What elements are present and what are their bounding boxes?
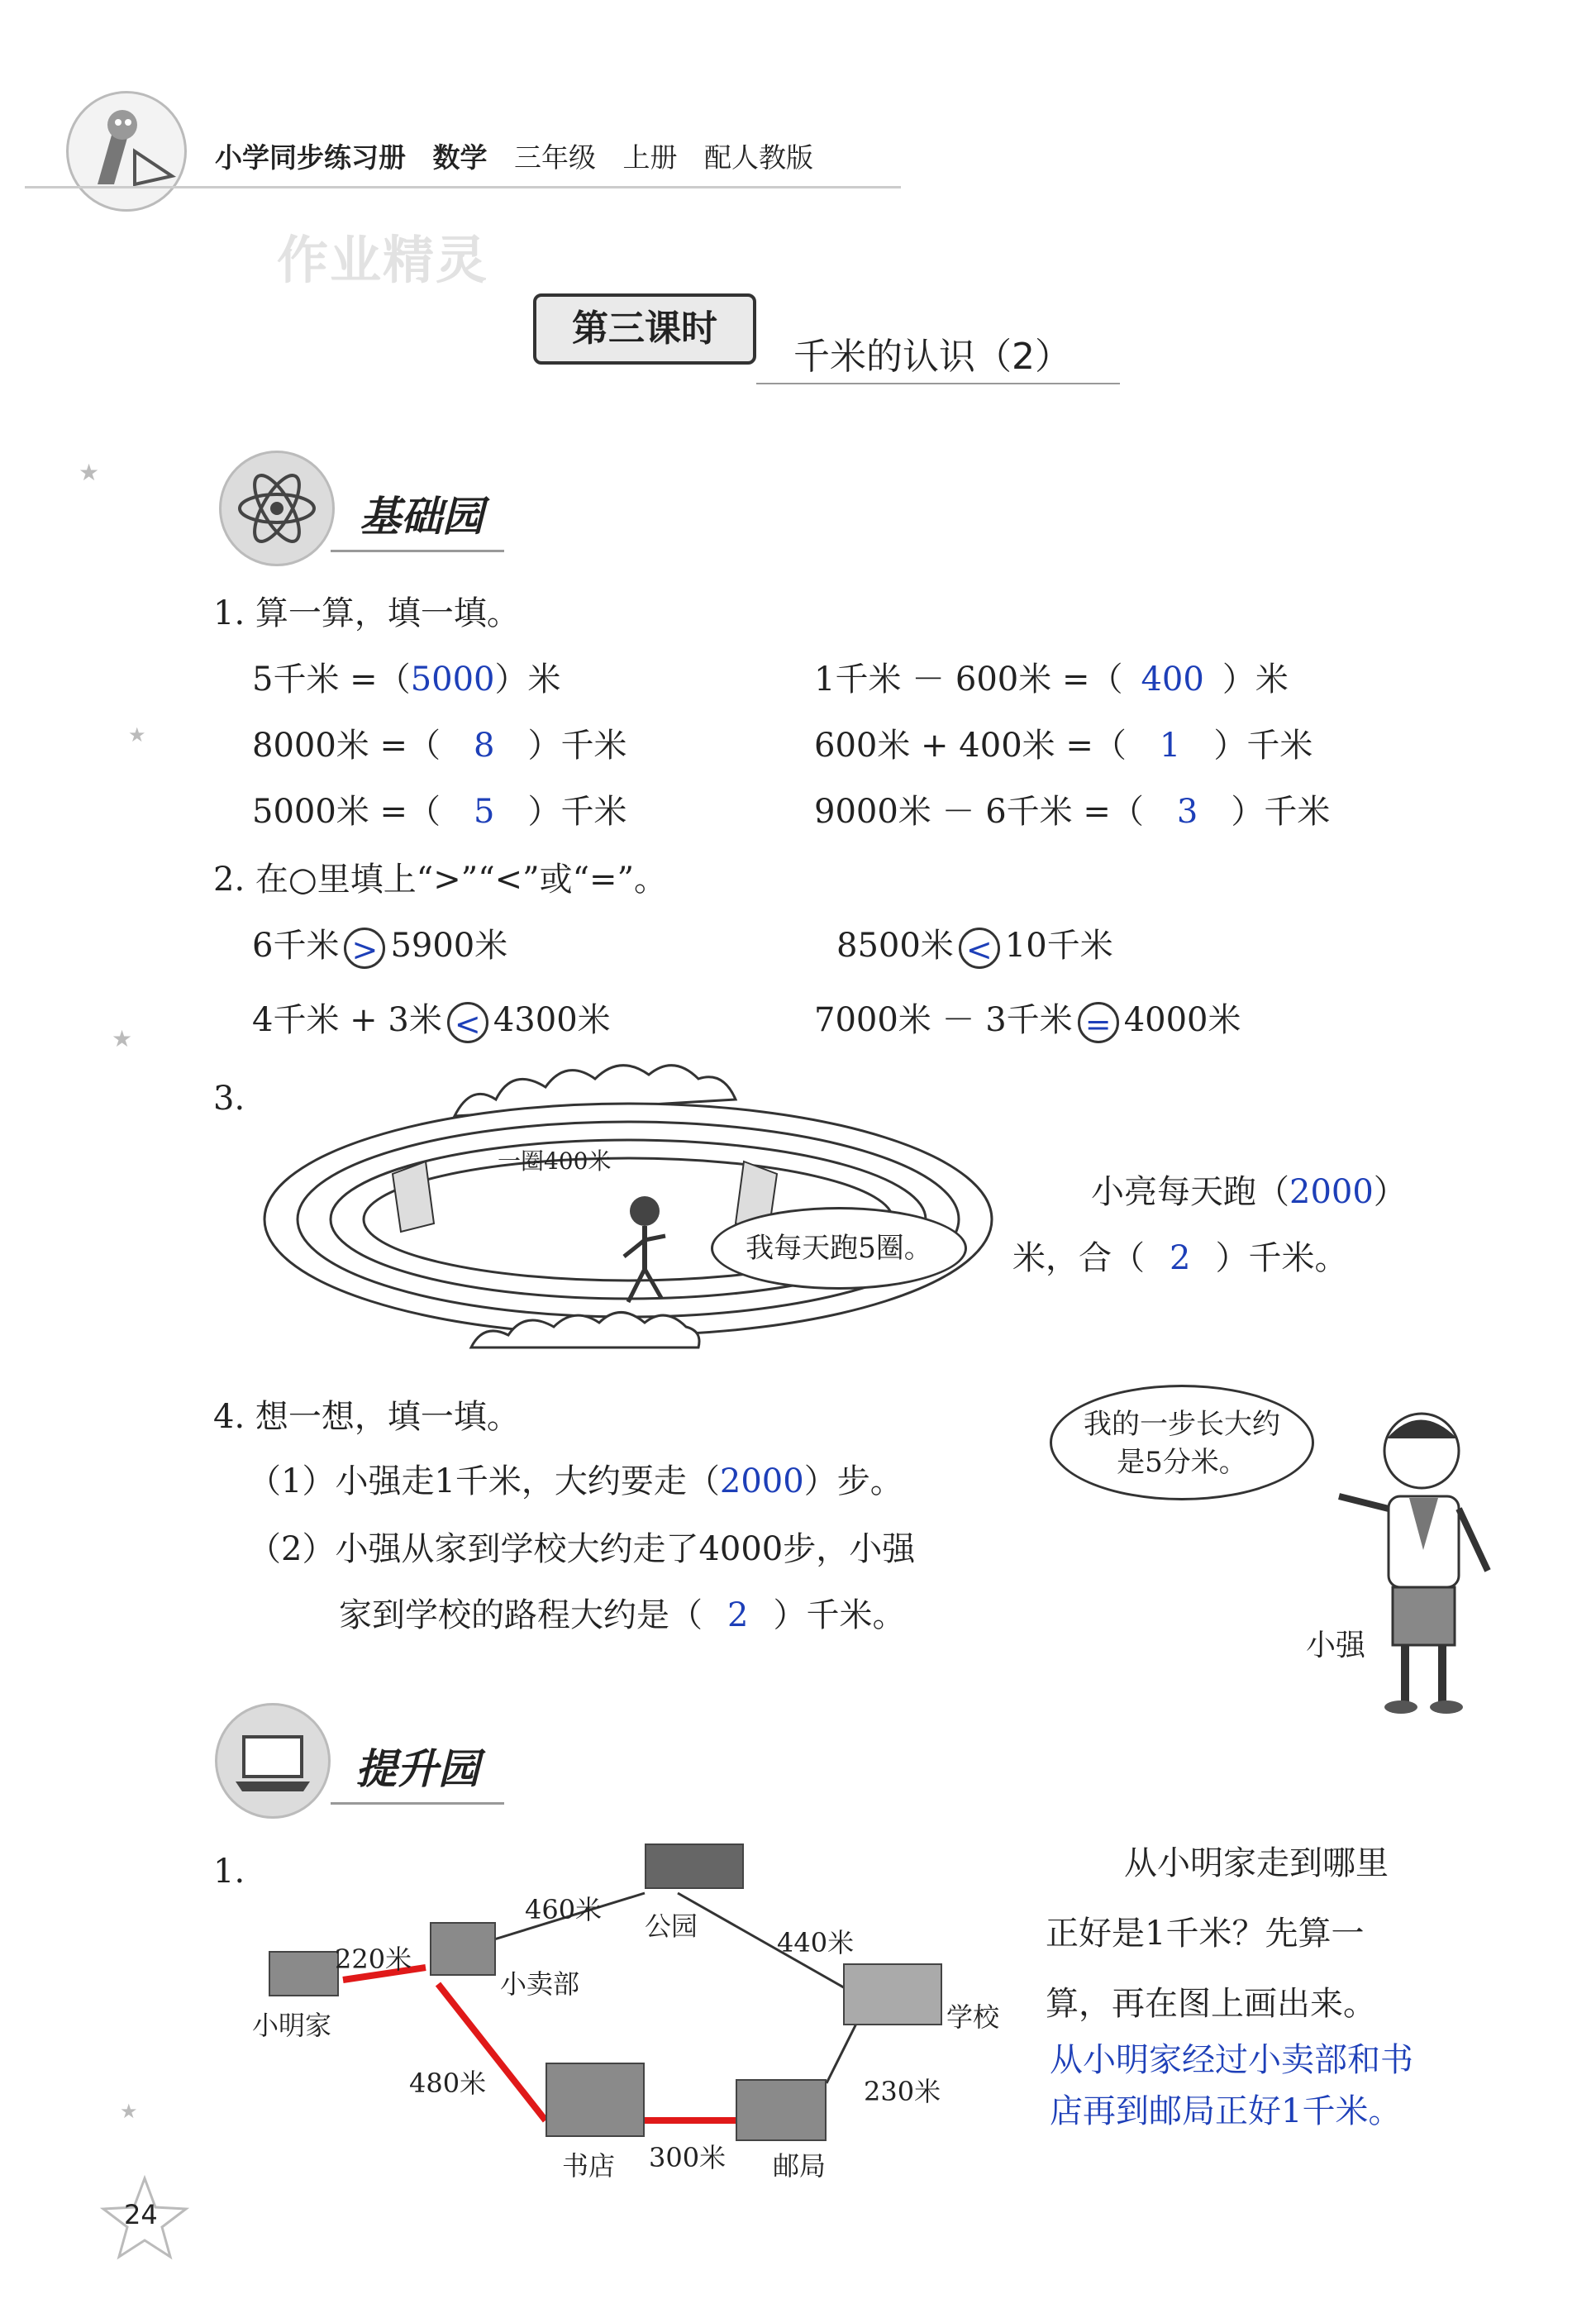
q3-answer: 2 bbox=[1170, 1239, 1191, 1277]
q1-row1-right: 1千米 － 600米 =（ 400 ）米 bbox=[814, 661, 1289, 699]
compare-circle: < bbox=[959, 928, 1000, 969]
q4-prompt: 4. 想一想，填一填。 bbox=[213, 1398, 520, 1436]
q3-line1: 小亮每天跑（2000） bbox=[1091, 1173, 1407, 1211]
boy-illustration bbox=[1322, 1405, 1504, 1719]
home-building bbox=[269, 1951, 339, 1996]
compare-circle: > bbox=[344, 928, 385, 969]
s2q1-number: 1. bbox=[213, 1853, 245, 1891]
grade: 三年级 bbox=[514, 141, 596, 174]
volume: 上册 bbox=[622, 141, 678, 174]
q4-answer: 2 bbox=[727, 1596, 749, 1634]
place-home: 小明家 bbox=[252, 2010, 332, 2041]
track-label: 一圈400米 bbox=[498, 1147, 612, 1175]
lesson-badge bbox=[533, 293, 756, 365]
place-school: 学校 bbox=[946, 2001, 1000, 2033]
laptop-icon bbox=[217, 1705, 328, 1816]
lesson-badge-text: 第三课时 bbox=[572, 308, 717, 350]
dist-post-school: 230米 bbox=[864, 2076, 941, 2107]
book-title: 小学同步练习册 bbox=[215, 141, 406, 174]
q1-answer: 5000 bbox=[410, 661, 495, 699]
section1-underline bbox=[331, 550, 504, 552]
dist-park-school: 440米 bbox=[777, 1927, 855, 1958]
q4-answer: 2000 bbox=[719, 1462, 804, 1500]
section2-badge bbox=[215, 1703, 331, 1819]
q1-row2-left: 8000米 =（ 8 ）千米 bbox=[252, 727, 627, 765]
s2q1-question-line1: 从小明家走到哪里 bbox=[1124, 1844, 1389, 1882]
place-park: 公园 bbox=[645, 1910, 698, 1942]
bookstore-building bbox=[545, 2063, 645, 2137]
q1-row3-left: 5000米 =（ 5 ）千米 bbox=[252, 793, 627, 831]
lesson-title: 千米的认识（2） bbox=[793, 336, 1071, 378]
q2-prompt: 2. 在○里填上“>”“<”或“=”。 bbox=[213, 861, 668, 899]
watermark: 作业精灵 bbox=[277, 230, 489, 290]
q1-answer: 400 bbox=[1141, 661, 1204, 699]
place-shop: 小卖部 bbox=[500, 1968, 580, 2000]
q1-row1-left: 5千米 =（5000）米 bbox=[252, 661, 561, 699]
s2q1-answer-line1: 从小明家经过小卖部和书 bbox=[1050, 2041, 1413, 2079]
q1-answer: 8 bbox=[474, 727, 495, 765]
q2-item4: 7000米 － 3千米 = 4000米 bbox=[814, 1001, 1241, 1042]
s2q1-answer-line2: 店再到邮局正好1千米。 bbox=[1050, 2092, 1402, 2130]
section2-underline bbox=[331, 1802, 504, 1805]
q4-part1: （1）小强走1千米，大约要走（2000）步。 bbox=[248, 1462, 903, 1500]
q4-part2-line1: （2）小强从家到学校大约走了4000步，小强 bbox=[248, 1530, 916, 1568]
header-text bbox=[215, 136, 813, 175]
header-mascot bbox=[66, 91, 187, 212]
margin-star-icon: ★ bbox=[120, 2100, 138, 2123]
q3-line2: 米，合（ 2 ）千米。 bbox=[1012, 1239, 1348, 1277]
q2-item2: 8500米 < 10千米 bbox=[836, 927, 1113, 968]
dist-shop-bookstore: 480米 bbox=[409, 2068, 487, 2099]
margin-star-icon: ★ bbox=[79, 459, 100, 486]
margin-star-icon: ★ bbox=[128, 723, 146, 746]
compare-circle: = bbox=[1078, 1002, 1119, 1043]
pencil-mascot-icon bbox=[69, 93, 184, 209]
place-post: 邮局 bbox=[773, 2150, 827, 2182]
section1-badge bbox=[219, 451, 335, 566]
q2-item1: 6千米 > 5900米 bbox=[252, 927, 508, 968]
place-bookstore: 书店 bbox=[562, 2150, 616, 2182]
lesson-title-line bbox=[756, 383, 1120, 384]
q1-row3-right: 9000米 － 6千米 =（ 3 ）千米 bbox=[814, 793, 1331, 831]
dist-home-shop: 220米 bbox=[335, 1944, 412, 1975]
q2-item3: 4千米 + 3米 < 4300米 bbox=[252, 1001, 611, 1042]
q1-answer: 1 bbox=[1159, 727, 1181, 765]
margin-star-icon: ★ bbox=[112, 1025, 133, 1052]
q4-part2-line2: 家到学校的路程大约是（ 2 ）千米。 bbox=[339, 1596, 906, 1634]
q1-prompt: 1. 算一算，填一填。 bbox=[213, 594, 520, 632]
character-name: 小强 bbox=[1306, 1629, 1366, 1662]
section1-title: 基础园 bbox=[360, 492, 484, 541]
shop-building bbox=[430, 1922, 496, 1976]
dist-shop-park: 460米 bbox=[525, 1894, 603, 1925]
q1-answer: 5 bbox=[474, 793, 495, 831]
q3-number: 3. bbox=[213, 1080, 245, 1118]
q4-speech-bubble: 我的一步长大约是5分米。 bbox=[1050, 1385, 1314, 1500]
dist-bookstore-post: 300米 bbox=[649, 2142, 727, 2173]
compare-circle: < bbox=[447, 1002, 488, 1043]
q1-answer: 3 bbox=[1176, 793, 1198, 831]
subject: 数学 bbox=[432, 141, 488, 174]
s2q1-question-line2: 正好是1千米？先算一 bbox=[1046, 1915, 1365, 1953]
q3-speech-bubble: 我每天跑5圈。 bbox=[711, 1207, 967, 1290]
section2-title: 提升园 bbox=[355, 1744, 479, 1793]
q1-row2-right: 600米 + 400米 =（ 1 ）千米 bbox=[814, 727, 1313, 765]
post-building bbox=[736, 2079, 827, 2141]
header-bar bbox=[25, 186, 901, 188]
s2q1-question-line3: 算，再在图上画出来。 bbox=[1046, 1985, 1376, 2023]
park-building bbox=[645, 1843, 744, 1889]
edition: 配人教版 bbox=[704, 141, 813, 174]
q3-answer: 2000 bbox=[1289, 1173, 1374, 1211]
page-number: 24 bbox=[124, 2199, 158, 2230]
school-building bbox=[843, 1963, 942, 2025]
atom-icon bbox=[222, 453, 332, 564]
